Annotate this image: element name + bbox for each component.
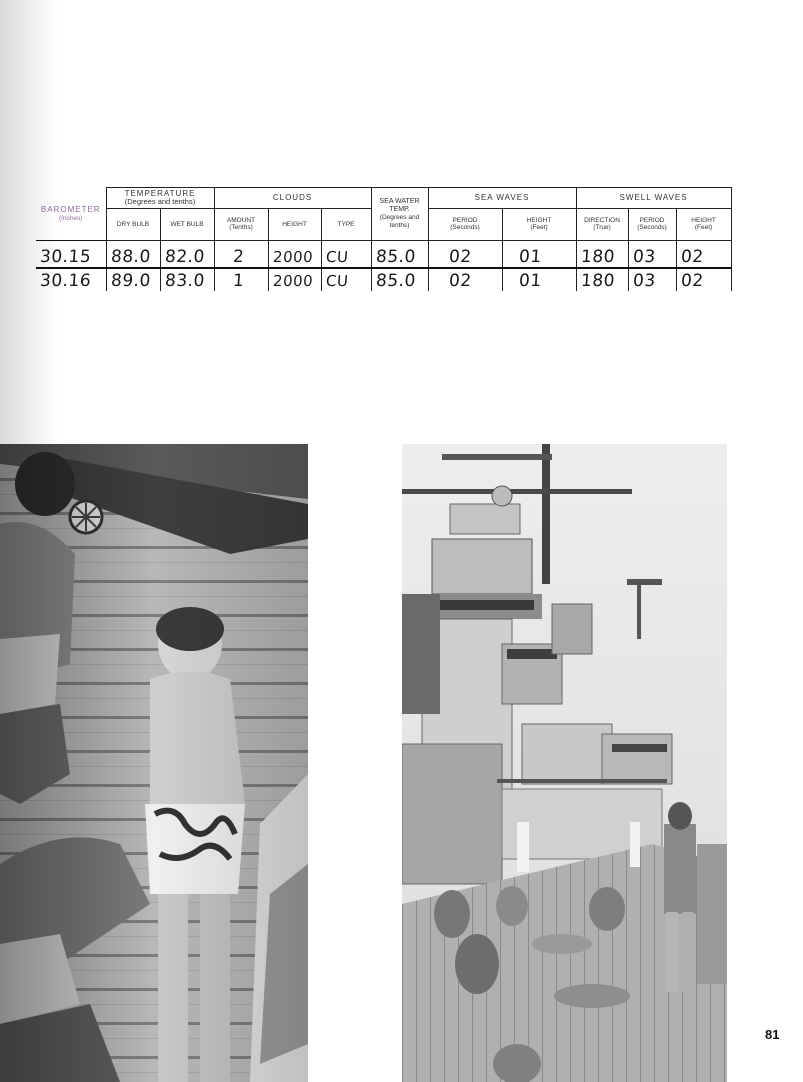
sea-period-cell: 02: [428, 240, 502, 268]
cloud-type-header: TYPE: [321, 208, 371, 240]
photo-sailors-sunbathing: [0, 444, 308, 1082]
sea-water-temp-cell: 85.0: [371, 268, 428, 291]
clouds-header: CLOUDS: [214, 188, 371, 209]
temperature-header: TEMPERATURE (Degrees and tenths): [106, 188, 214, 209]
swell-height-header: HEIGHT (Feet): [676, 208, 731, 240]
swell-height-cell: 02: [676, 268, 731, 291]
sea-waves-header: SEA WAVES: [428, 188, 576, 209]
cloud-amount-cell: 1: [214, 268, 268, 291]
weather-log-table: [36, 187, 732, 291]
photo-battleship-deck: [402, 444, 727, 1082]
page-number: 81: [765, 1027, 780, 1042]
cloud-type-cell: CU: [321, 240, 371, 268]
table-row: [36, 240, 731, 268]
barometer-header: BAROMETER (Inches): [36, 188, 106, 241]
cloud-height-cell: 2000: [268, 240, 321, 268]
sea-period-header: PERIOD (Seconds): [428, 208, 502, 240]
weather-log: [36, 187, 732, 305]
cloud-type-cell: CU: [321, 268, 371, 291]
sea-water-temp-cell: 85.0: [371, 240, 428, 268]
swell-period-cell: 03: [628, 240, 676, 268]
swell-direction-header: DIRECTION (True): [576, 208, 628, 240]
barometer-cell: 30.15: [36, 240, 106, 268]
dry-bulb-header: DRY BULB: [106, 208, 160, 240]
dry-bulb-cell: 88.0: [106, 240, 160, 268]
barometer-cell: 30.16: [36, 268, 106, 291]
wet-bulb-header: WET BULB: [160, 208, 214, 240]
sea-height-cell: 01: [502, 240, 576, 268]
swell-direction-cell: 180: [576, 240, 628, 268]
swell-period-header: PERIOD (Seconds): [628, 208, 676, 240]
sea-height-header: HEIGHT (Feet): [502, 208, 576, 240]
wet-bulb-cell: 83.0: [160, 268, 214, 291]
table-row: [36, 268, 731, 291]
cloud-height-cell: 2000: [268, 268, 321, 291]
sea-water-temp-header: SEA WATER TEMP. (Degrees and tenths): [371, 188, 428, 241]
sea-height-cell: 01: [502, 268, 576, 291]
cloud-height-header: HEIGHT: [268, 208, 321, 240]
cloud-amount-cell: 2: [214, 240, 268, 268]
swell-period-cell: 03: [628, 268, 676, 291]
photo-sailors-sunbathing-image: [0, 444, 308, 1082]
swell-direction-cell: 180: [576, 268, 628, 291]
dry-bulb-cell: 89.0: [106, 268, 160, 291]
photo-battleship-deck-image: [402, 444, 727, 1082]
swell-height-cell: 02: [676, 240, 731, 268]
cloud-amount-header: AMOUNT (Tenths): [214, 208, 268, 240]
wet-bulb-cell: 82.0: [160, 240, 214, 268]
swell-waves-header: SWELL WAVES: [576, 188, 731, 209]
sea-period-cell: 02: [428, 268, 502, 291]
